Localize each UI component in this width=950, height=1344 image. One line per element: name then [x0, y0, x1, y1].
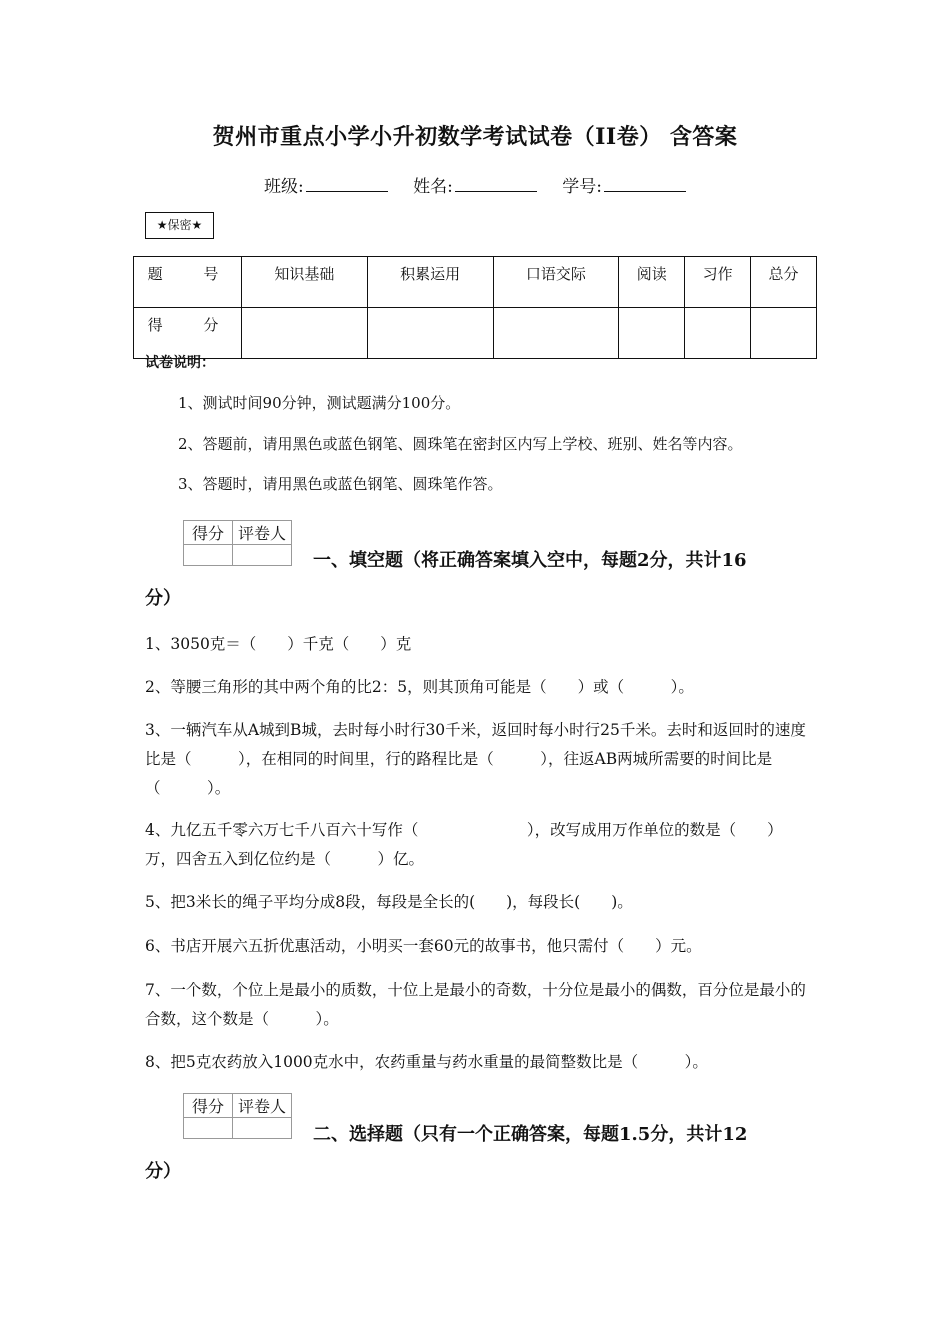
header-cell-knowledge: 知识基础	[242, 257, 368, 308]
id-label: 学号:	[562, 177, 602, 197]
question-item: 3、一辆汽车从A城到B城，去时每小时行30千米，返回时每小时行25千米。去时和返回时的速度比是（ ），在相同的时间里，行的路程比是（ ），往返AB两城所需要的时间比是（ ）。	[145, 721, 806, 797]
section1-heading: 一、填空题（将正确答案填入空中，每题2分，共计16	[313, 550, 747, 571]
question-item: 8、把5克农药放入1000克水中，农药重量与药水重量的最简整数比是（ ）。	[145, 1053, 708, 1071]
header-cell-total: 总分	[751, 257, 817, 308]
score-cell[interactable]	[493, 308, 619, 359]
score-cell[interactable]	[242, 308, 368, 359]
header-cell-writing: 习作	[685, 257, 751, 308]
header-cell-question-no: 题 号	[134, 257, 242, 308]
section2-heading-cont: 分）	[145, 1161, 181, 1182]
secret-badge: ★保密★	[145, 212, 214, 239]
header-cell-oral: 口语交际	[493, 257, 619, 308]
class-label: 班级:	[263, 177, 304, 197]
question-item: 4、九亿五千零六万七千八百六十写作（ ），改写成用万作单位的数是（ ）万，四舍五入到亿位约是（ ）亿。	[145, 821, 783, 868]
grader-score-label: 得分	[184, 521, 233, 545]
class-field[interactable]	[264, 177, 388, 197]
grader-name-label: 评卷人	[233, 521, 292, 545]
score-row-label: 得 分	[134, 308, 242, 359]
question-item: 5、把3米长的绳子平均分成8段，每段是全长的( )，每段长( )。	[145, 893, 633, 911]
grader-box-1	[183, 520, 292, 566]
score-cell[interactable]	[751, 308, 817, 359]
page-title: 贺州市重点小学小升初数学考试试卷（II卷） 含答案	[212, 124, 738, 150]
note-item: 2、答题前，请用黑色或蓝色钢笔、圆珠笔在密封区内写上学校、班别、姓名等内容。	[178, 435, 743, 453]
student-info-line	[0, 172, 950, 197]
id-blank[interactable]	[604, 177, 686, 192]
question-item: 1、3050克＝（ ）千克（ ）克	[145, 635, 412, 653]
name-field[interactable]	[413, 177, 537, 197]
score-cell[interactable]	[685, 308, 751, 359]
grader-score-cell[interactable]	[184, 1118, 233, 1139]
question-item: 7、一个数，个位上是最小的质数，十位上是最小的奇数，十分位是最小的偶数，百分位是最小的合数，这个数是（ ）。	[145, 981, 806, 1028]
notes-title: 试卷说明：	[145, 355, 215, 371]
question-item: 2、等腰三角形的其中两个角的比2：5，则其顶角可能是（ ）或（ ）。	[145, 678, 694, 696]
grader-score-cell[interactable]	[184, 545, 233, 566]
name-blank[interactable]	[455, 177, 537, 192]
question-item: 6、书店开展六五折优惠活动，小明买一套60元的故事书，他只需付（ ）元。	[145, 937, 702, 955]
score-cell[interactable]	[619, 308, 685, 359]
class-blank[interactable]	[306, 177, 388, 192]
grader-name-label: 评卷人	[233, 1094, 292, 1118]
grader-score-label: 得分	[184, 1094, 233, 1118]
name-label: 姓名:	[413, 177, 453, 197]
grader-name-cell[interactable]	[233, 545, 292, 566]
header-cell-accumulation: 积累运用	[367, 257, 493, 308]
grader-name-cell[interactable]	[233, 1118, 292, 1139]
id-field[interactable]	[562, 177, 686, 197]
section1-heading-cont: 分）	[145, 588, 181, 609]
section2-heading: 二、选择题（只有一个正确答案，每题1.5分，共计12	[313, 1124, 748, 1145]
score-table-score-row	[134, 308, 817, 359]
score-table-header-row	[134, 257, 817, 308]
header-cell-reading: 阅读	[619, 257, 685, 308]
grader-box-2	[183, 1093, 292, 1139]
score-cell[interactable]	[367, 308, 493, 359]
note-item: 1、测试时间90分钟，测试题满分100分。	[178, 394, 461, 412]
score-table	[133, 256, 817, 359]
note-item: 3、答题时，请用黑色或蓝色钢笔、圆珠笔作答。	[178, 475, 503, 493]
